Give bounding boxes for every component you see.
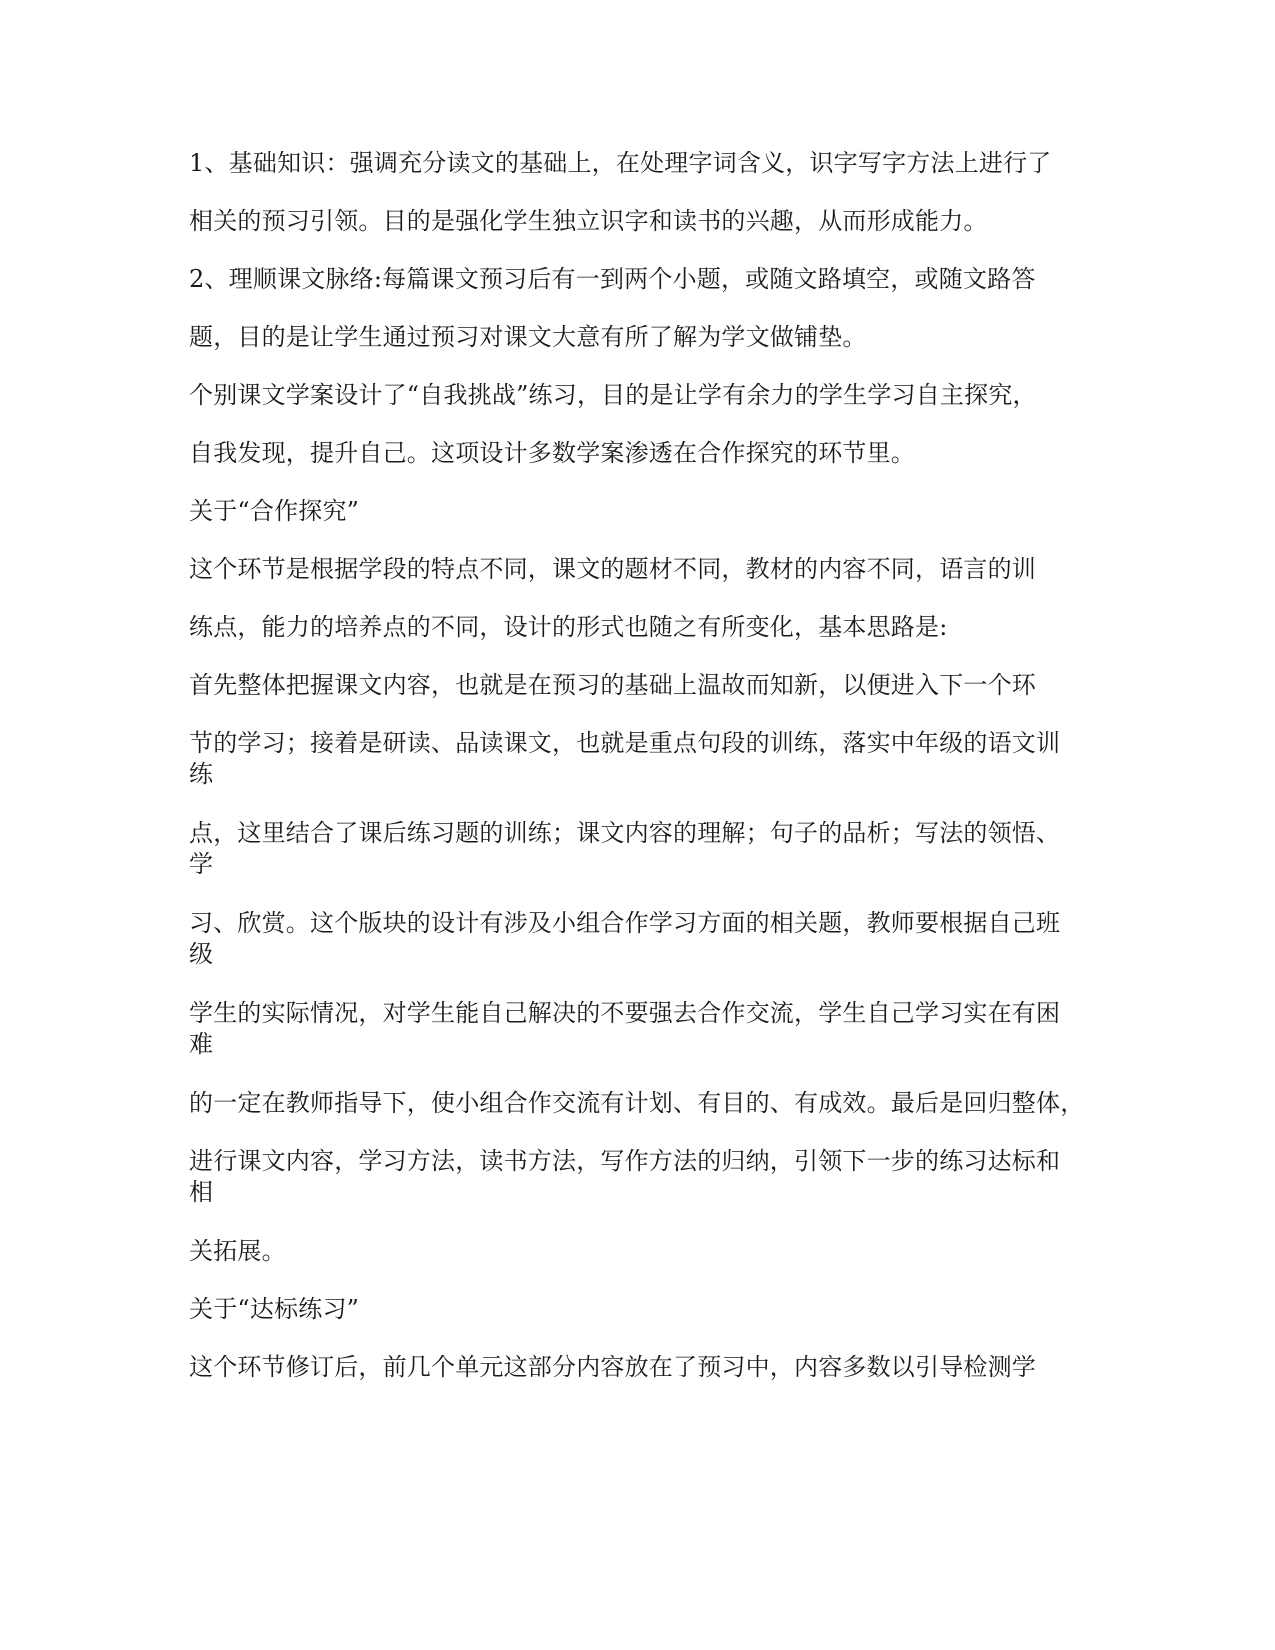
text-line: 的一定在教师指导下，使小组合作交流有计划、有目的、有成效。最后是回归整体，: [189, 1089, 1085, 1117]
text-line: 节的学习；接着是研读、品读课文，也就是重点句段的训练，落实中年级的语文训: [189, 729, 1061, 757]
text-line: 个别课文学案设计了“自我挑战”练习，目的是让学有余力的学生学习自主探究，: [189, 381, 1037, 409]
text-line: 练点，能力的培养点的不同，设计的形式也随之有所变化，基本思路是:: [189, 613, 948, 641]
text-line: 学生的实际情况，对学生能自己解决的不要强去合作交流，学生自己学习实在有困: [189, 999, 1061, 1027]
text-line-wrap: 级: [189, 940, 214, 968]
text-line: 习、欣赏。这个版块的设计有涉及小组合作学习方面的相关题，教师要根据自己班: [189, 909, 1061, 937]
section-heading: 关于“合作探究”: [189, 497, 360, 525]
text-line: 2、理顺课文脉络:每篇课文预习后有一到两个小题，或随文路填空，或随文路答: [189, 265, 1036, 293]
text-line: 题，目的是让学生通过预习对课文大意有所了解为学文做铺垫。: [189, 323, 867, 351]
text-line: 自我发现，提升自己。这项设计多数学案渗透在合作探究的环节里。: [189, 439, 915, 467]
text-line: 1、基础知识：强调充分读文的基础上，在处理字词含义，识字写字方法上进行了: [189, 149, 1052, 177]
text-line: 这个环节修订后，前几个单元这部分内容放在了预习中，内容多数以引导检测学: [189, 1353, 1036, 1381]
text-line: 进行课文内容，学习方法，读书方法，写作方法的归纳，引领下一步的练习达标和: [189, 1147, 1061, 1175]
text-line: 点，这里结合了课后练习题的训练；课文内容的理解；句子的品析；写法的领悟、: [189, 819, 1061, 847]
text-line: 首先整体把握课文内容，也就是在预习的基础上温故而知新，以便进入下一个环: [189, 671, 1036, 699]
section-heading: 关于“达标练习”: [189, 1295, 360, 1323]
text-line: 这个环节是根据学段的特点不同，课文的题材不同，教材的内容不同，语言的训: [189, 555, 1036, 583]
text-line: 关拓展。: [189, 1237, 286, 1265]
text-line: 相关的预习引领。目的是强化学生独立识字和读书的兴趣，从而形成能力。: [189, 207, 988, 235]
text-line-wrap: 相: [189, 1178, 214, 1206]
text-line-wrap: 难: [189, 1030, 214, 1058]
text-line-wrap: 学: [189, 850, 214, 878]
text-line-wrap: 练: [189, 760, 214, 788]
